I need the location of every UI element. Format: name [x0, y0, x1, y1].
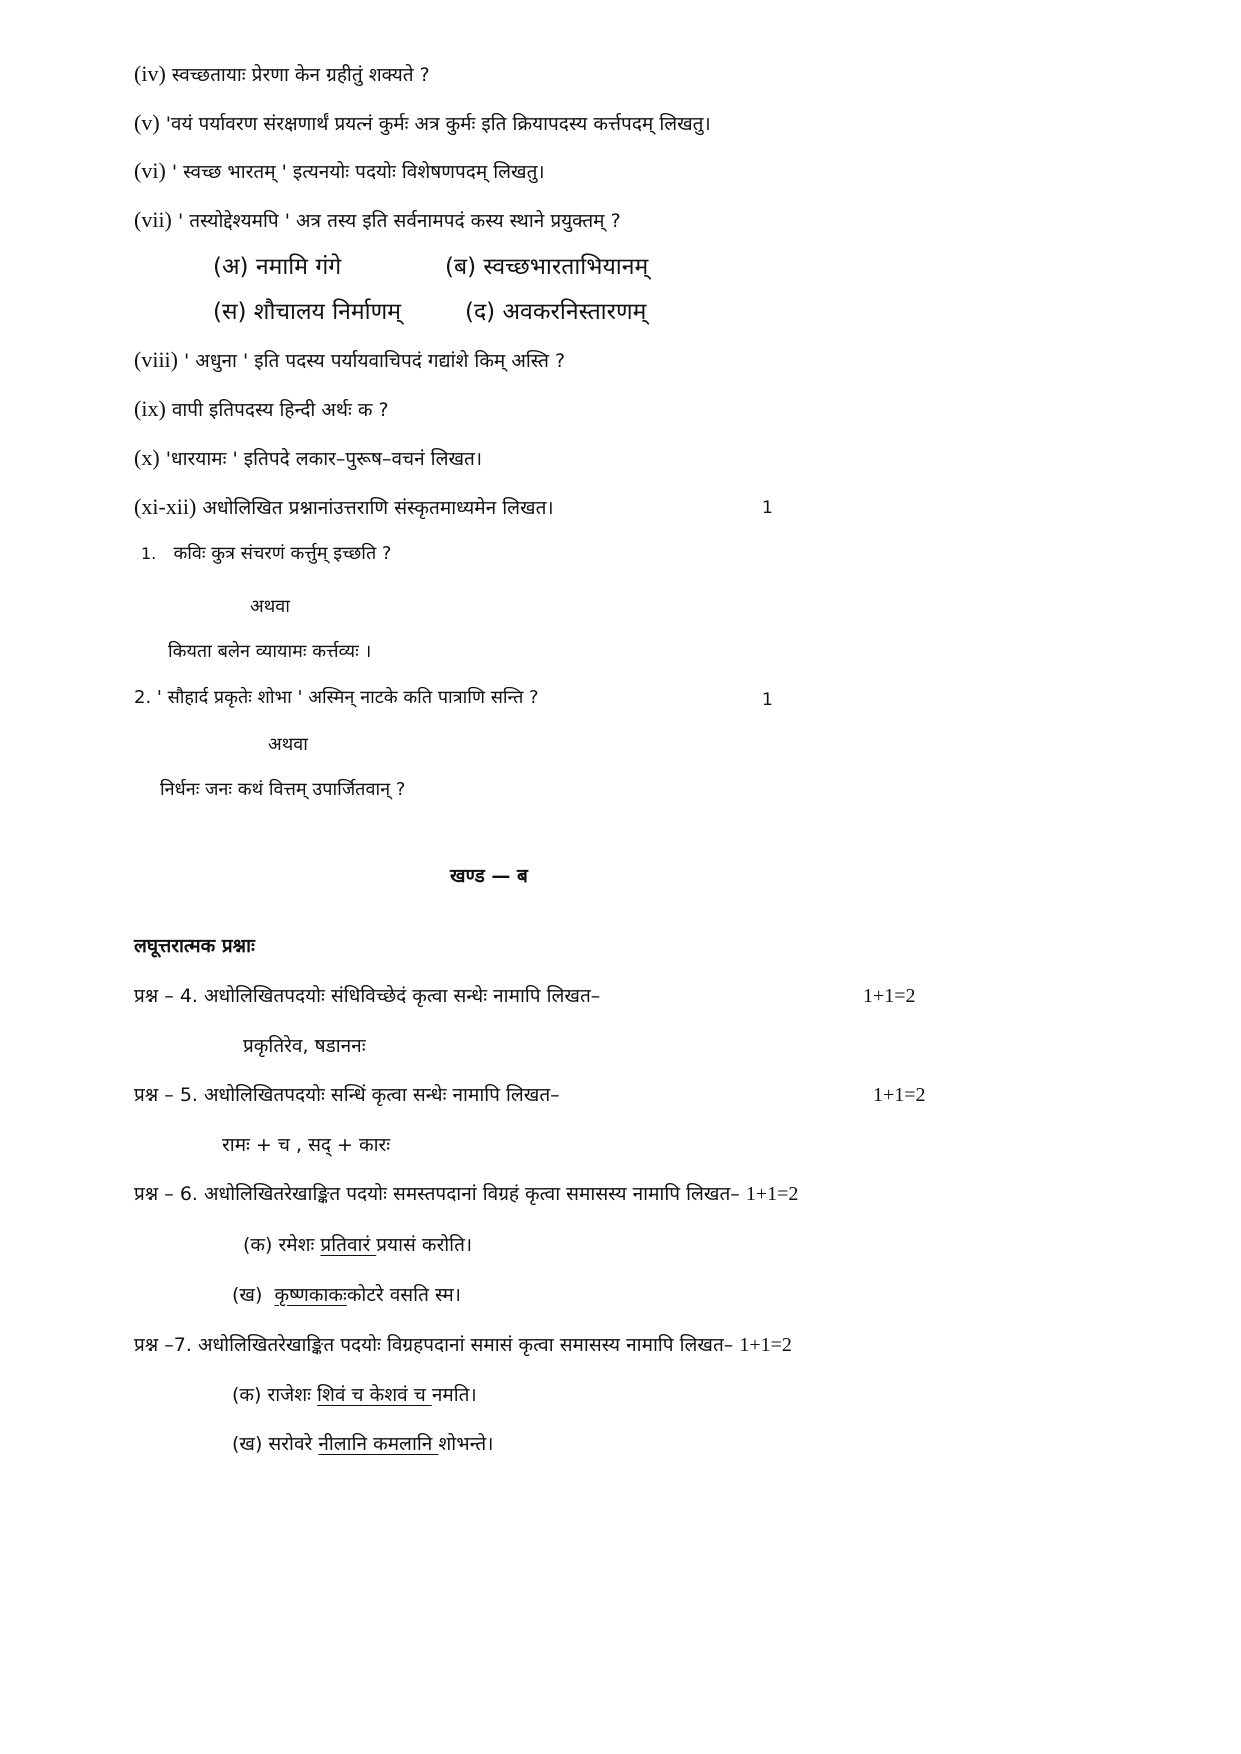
- section-subtitle: लघूत्तरात्मक प्रश्नाः: [134, 935, 255, 957]
- sub-item-suffix: शोभन्ते।: [438, 1433, 494, 1455]
- question-number: (viii): [134, 347, 178, 372]
- question-number: (xi-xii): [134, 494, 197, 519]
- question-vi: [134, 159, 545, 184]
- sub-item-a: [232, 1383, 477, 1407]
- question-text: अधोलिखितरेखाङ्कित पदयोः समस्तपदानां विग्रहं कृत्वा समासस्य नामापि लिखत–: [204, 1183, 740, 1205]
- sub-item-b: [232, 1283, 461, 1307]
- underlined-word: शिवं च केशवं च: [317, 1384, 432, 1406]
- question-number: (ix): [134, 396, 166, 421]
- question-5: [134, 1083, 560, 1107]
- question-number: (vii): [134, 207, 172, 232]
- sub-question-2: 2. ' सौहार्द प्रकृतेः शोभा ' अस्मिन् नाटके कति पात्राणि सन्ति ?: [134, 687, 539, 708]
- sub-item-b: [232, 1432, 493, 1456]
- sub-question-1: [141, 542, 392, 566]
- alternative-question: कियता बलेन व्यायामः कर्त्तव्यः ।: [168, 641, 372, 662]
- sub-item-a: [243, 1233, 472, 1257]
- option-b: (ब) स्वच्छभारताभियानम्: [445, 254, 649, 280]
- section-title: खण्ड — ब: [450, 865, 528, 887]
- question-ix: [134, 397, 389, 422]
- question-text: ' तस्योद्देश्यमपि ' अत्र तस्य इति सर्वनामपदं कस्य स्थाने प्रयुक्तम् ?: [177, 210, 621, 232]
- sub-item-suffix: नमति।: [431, 1384, 477, 1406]
- alternative-question: निर्धनः जनः कथं वित्तम् उपार्जितवान् ?: [160, 779, 406, 800]
- question-text: ' अधुना ' इति पदस्य पर्यायवाचिपदं गद्यांशे किम् अस्ति ?: [184, 350, 566, 372]
- question-words: प्रकृतिरेव, षडाननः: [243, 1035, 366, 1057]
- question-6: [134, 1182, 798, 1206]
- option-c: (स) शौचालय निर्माणम्: [213, 299, 402, 325]
- question-label: प्रश्न – 4.: [134, 985, 198, 1007]
- question-number: (vi): [134, 158, 166, 183]
- question-viii: [134, 348, 565, 373]
- underlined-word: कृष्णकाकः: [274, 1284, 347, 1306]
- question-text: अधोलिखितपदयोः संधिविच्छेदं कृत्वा सन्धेः नामापि लिखत–: [204, 985, 601, 1007]
- marks: 1: [762, 498, 773, 518]
- sub-item-suffix: कोटरे वसति स्म।: [346, 1284, 461, 1306]
- question-xi-xii: [134, 495, 554, 520]
- sub-question-text: कविः कुत्र संचरणं कर्त्तुम् इच्छति ?: [173, 543, 392, 564]
- question-text: वापी इतिपदस्य हिन्दी अर्थः क ?: [171, 399, 389, 421]
- question-label: प्रश्न – 5.: [134, 1084, 198, 1106]
- question-7: [134, 1333, 792, 1357]
- option-a: (अ) नमामि गंगे: [213, 254, 342, 280]
- sub-item-prefix: (क) रमेशः: [243, 1234, 321, 1256]
- question-vii: [134, 208, 621, 233]
- question-number: (v): [134, 110, 160, 135]
- question-text: अधोलिखितपदयोः सन्धिं कृत्वा सन्धेः नामापि लिखत–: [204, 1084, 560, 1106]
- or-label: अथवा: [268, 734, 308, 755]
- question-label: प्रश्न –7.: [134, 1334, 192, 1356]
- underlined-word: प्रतिवारं: [320, 1234, 377, 1256]
- marks: 1+1=2: [873, 1084, 926, 1106]
- sub-item-prefix: (क) राजेशः: [232, 1384, 318, 1406]
- sub-item-suffix: प्रयासं करोति।: [376, 1234, 473, 1256]
- sub-question-number: 1.: [141, 544, 157, 563]
- option-d: (द) अवकरनिस्तारणम्: [465, 299, 647, 325]
- question-label: प्रश्न – 6.: [134, 1183, 198, 1205]
- or-label: अथवा: [250, 596, 290, 617]
- question-iv: [134, 62, 430, 87]
- marks: 1+1=2: [863, 985, 916, 1007]
- question-words: रामः + च , सद् + कारः: [222, 1134, 391, 1156]
- marks: 1: [762, 690, 773, 710]
- question-v: [134, 111, 711, 136]
- marks: 1+1=2: [745, 1183, 799, 1205]
- sub-item-prefix: (ख) सरोवरे: [232, 1433, 319, 1455]
- question-number: (iv): [134, 61, 166, 86]
- marks: 1+1=2: [739, 1334, 792, 1356]
- question-number: (x): [134, 445, 160, 470]
- question-text: 'वयं पर्यावरण संरक्षणार्थं प्रयत्नं कुर्मः अत्र कुर्मः इति क्रियापदस्य कर्त्तपदम् लिखतु।: [165, 113, 711, 135]
- question-4: [134, 984, 600, 1008]
- question-text: अधोलिखितरेखाङ्कित पदयोः विग्रहपदानां समासं कृत्वा समासस्य नामापि लिखत–: [197, 1334, 734, 1356]
- question-x: [134, 446, 482, 471]
- question-text: ' स्वच्छ भारतम् ' इत्यनयोः पदयोः विशेषणपदम् लिखतु।: [171, 161, 545, 183]
- sub-item-prefix: (ख): [232, 1284, 275, 1306]
- question-text: 'धारयामः ' इतिपदे लकार–पुरूष–वचनं लिखत।: [165, 448, 483, 470]
- underlined-word: नीलानि कमलानि: [318, 1433, 439, 1455]
- question-text: अधोलिखित प्रश्नानांउत्तराणि संस्कृतमाध्यमेन लिखत।: [202, 497, 554, 519]
- question-text: स्वच्छतायाः प्रेरणा केन ग्रहीतुं शक्यते ?: [171, 64, 430, 86]
